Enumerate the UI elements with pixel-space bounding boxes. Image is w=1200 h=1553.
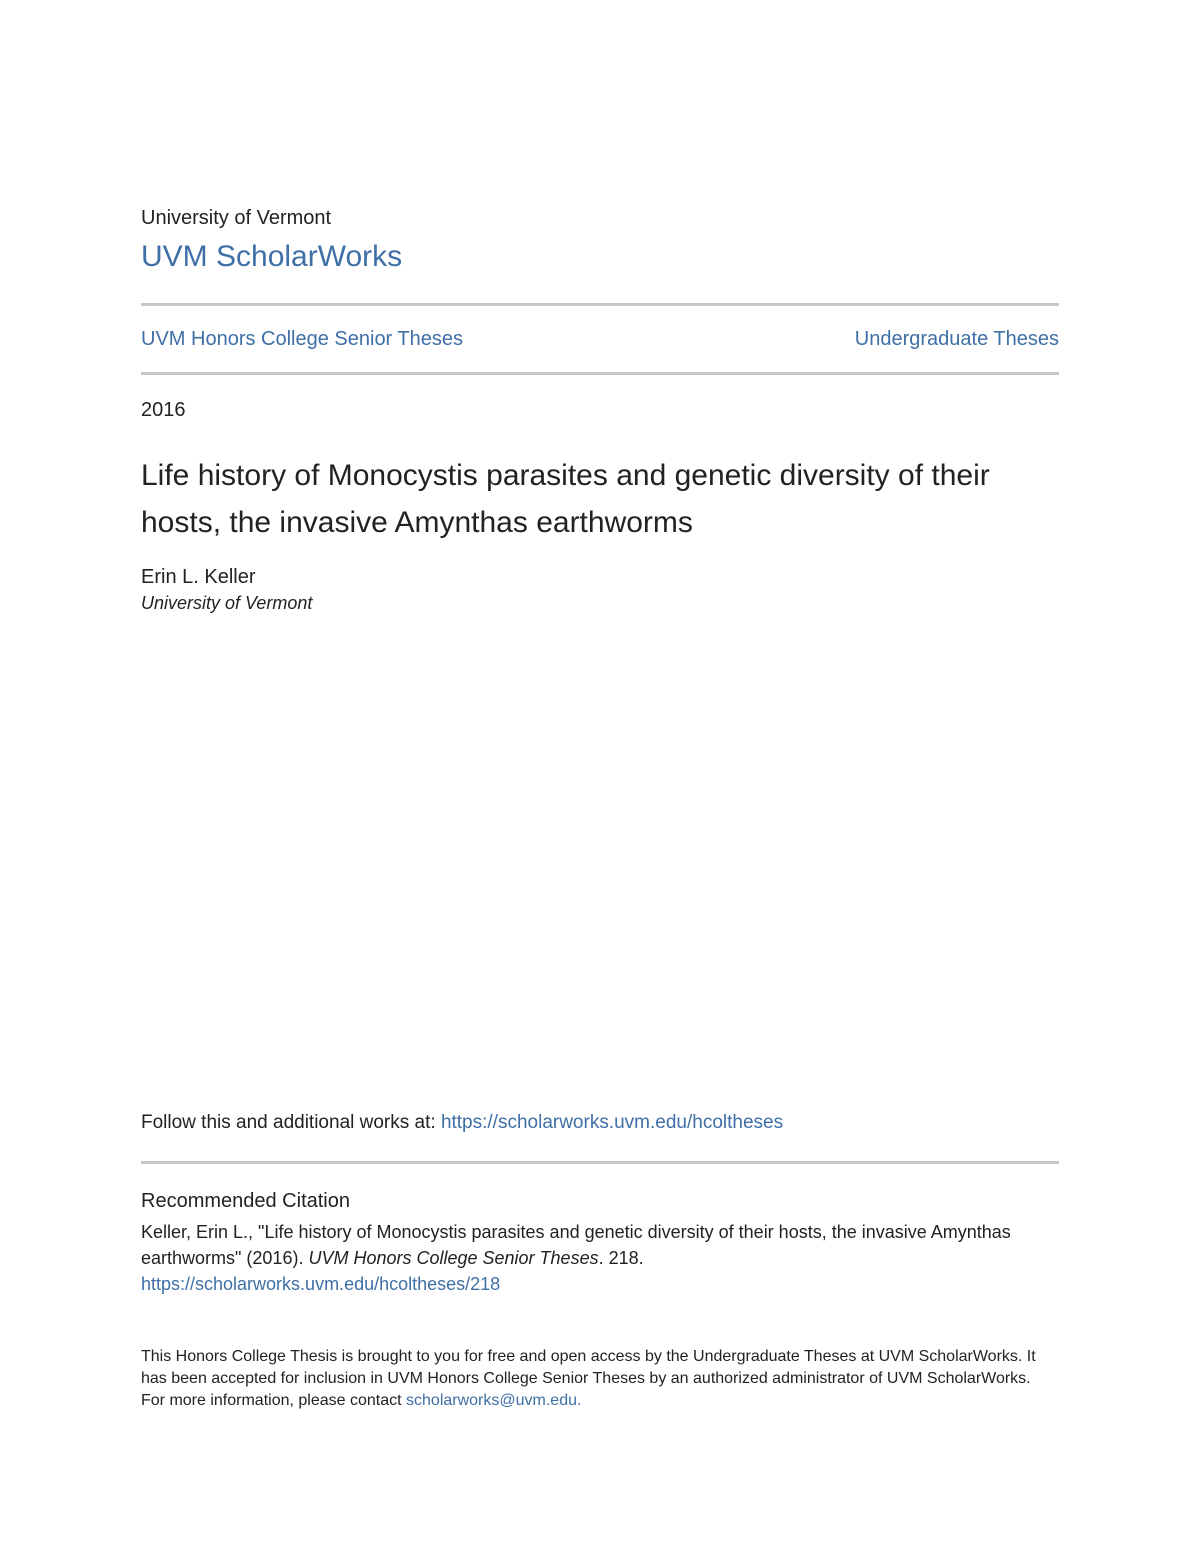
divider-bottom xyxy=(141,1161,1059,1164)
follow-text: Follow this and additional works at: xyxy=(141,1112,441,1133)
contact-email-link[interactable]: scholarworks@uvm.edu xyxy=(406,1392,577,1409)
citation-text: Keller, Erin L., "Life history of Monocystis parasites and genetic diversity of their hosts, the invasive Amynthas earthworms" (2016). xyxy=(141,1222,1011,1268)
notice-text: This Honors College Thesis is brought to you for free and open access by the Undergraduate Theses at UVM ScholarWorks. It has been accepted for inclusion in UVM Honors College Senior Theses by an authorized administrator of UVM ScholarWorks. For more information, please contact xyxy=(141,1348,1036,1409)
follow-line xyxy=(141,1112,783,1134)
citation-url-link[interactable]: https://scholarworks.uvm.edu/hcoltheses/218 xyxy=(141,1274,501,1294)
citation-series: UVM Honors College Senior Theses xyxy=(308,1248,599,1268)
notice-end: . xyxy=(576,1392,582,1409)
collection-link[interactable]: UVM Honors College Senior Theses xyxy=(141,328,464,350)
citation-block xyxy=(141,1219,1061,1297)
author-affiliation: University of Vermont xyxy=(141,593,313,613)
divider-top xyxy=(141,303,1059,306)
divider-middle xyxy=(141,372,1059,375)
publication-year: 2016 xyxy=(141,399,186,421)
institution-name: University of Vermont xyxy=(141,207,332,229)
recommended-citation-heading: Recommended Citation xyxy=(141,1190,350,1212)
follow-url-link[interactable]: https://scholarworks.uvm.edu/hcoltheses xyxy=(440,1112,784,1133)
citation-number: . 218. xyxy=(598,1248,644,1268)
access-notice xyxy=(141,1346,1041,1412)
repository-link[interactable]: UVM ScholarWorks xyxy=(141,240,403,273)
parent-collection-link[interactable]: Undergraduate Theses xyxy=(854,328,1059,350)
author-name: Erin L. Keller xyxy=(141,566,256,588)
document-title: Life history of Monocystis parasites and genetic diversity of their hosts, the invasive Amynthas earthworms xyxy=(141,459,990,539)
